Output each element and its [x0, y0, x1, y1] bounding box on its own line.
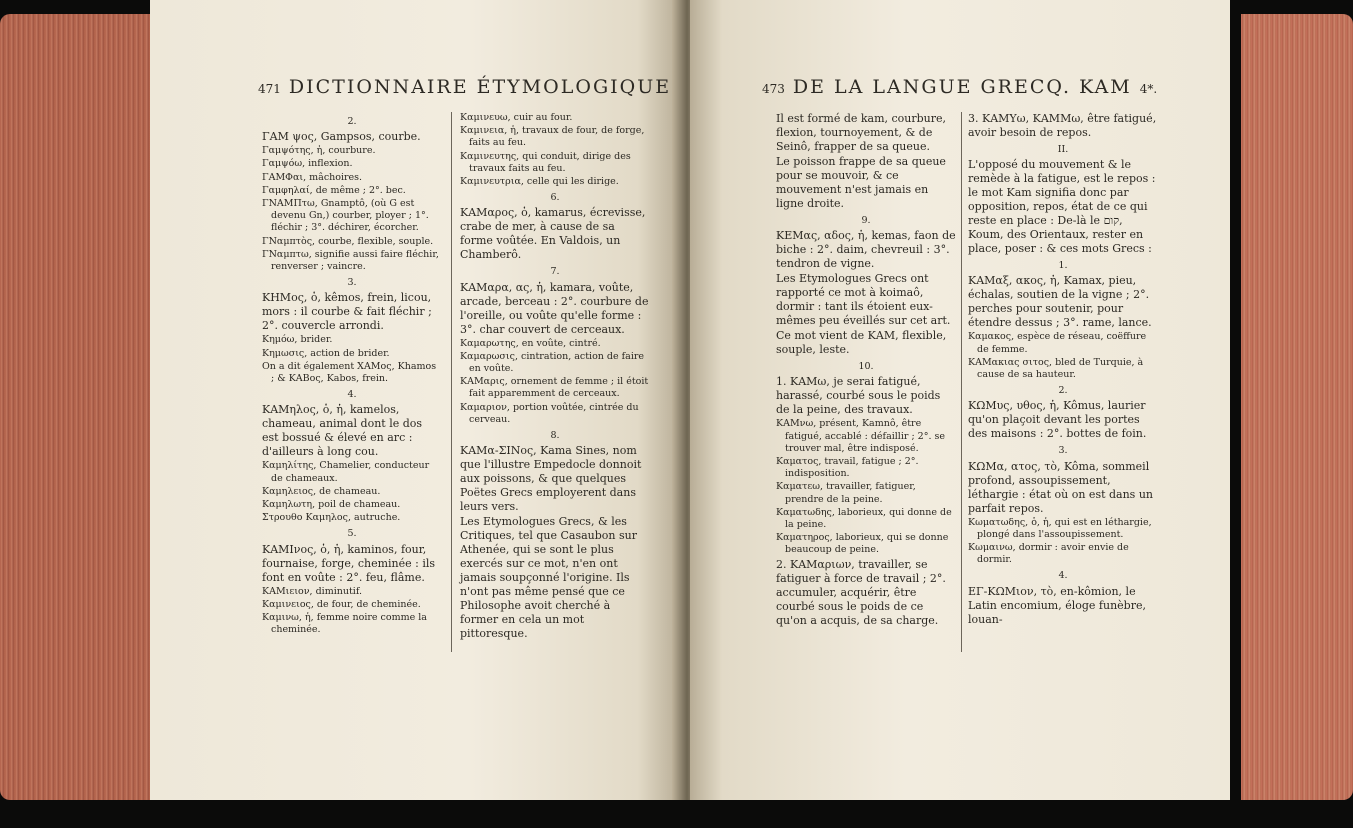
entry-number: 1.	[1058, 260, 1068, 272]
entry-text: ΚΗΜος, ὁ, kêmos, frein, licou, mors : il courbe & fait fléchir ; 2°. couvercle arrondi.	[262, 291, 432, 333]
entry-text: Ce mot vient de ΚΑΜ, flexible, souple, leste.	[776, 329, 947, 357]
entry-text: Καμινευτρια, celle qui les dirige.	[460, 176, 619, 188]
entry-number: 4.	[1058, 570, 1068, 582]
entry-text: Le poisson frappe de sa queue pour se mouvoir, & ce mouvement n'est jamais en ligne droite.	[776, 155, 946, 210]
left-running-head	[258, 76, 702, 98]
entry-text: Καμινευτης, qui conduit, dirige des travaux faits au feu.	[460, 150, 631, 174]
entry-text: Καμηλωτη, poil de chameau.	[262, 499, 401, 511]
entry-text: Κωματωδης, ὁ, ἡ, qui est en léthargie, plongé dans l'assoupissement.	[968, 516, 1152, 540]
entry-number: 9.	[861, 215, 871, 226]
entry-number: 8.	[550, 430, 560, 442]
page-number: 4*.	[1139, 82, 1158, 96]
entry-text: Καμινεια, ἡ, travaux de four, de forge, faits au feu.	[460, 125, 645, 149]
entry-text: ΓΑΜΦαι, mâchoires.	[262, 171, 363, 183]
entry-number: 3.	[347, 277, 357, 289]
entry-text: Κωμαινω, dormir : avoir envie de dormir.	[968, 542, 1129, 566]
entry-text: ΚΑΜαρα, ας, ἡ, kamara, voûte, arcade, berceau : 2°. courbure de l'oreille, ou voûte qu'elle forme : 3°. char couvert de cerceaux.	[460, 280, 649, 336]
entry-text: ΚΩΜυς, υθος, ἡ, Kômus, laurier qu'on plaçoit devant les portes des maisons : 2°. bottes de foin.	[968, 399, 1147, 441]
entry-text: Γαμφηλαί, de même ; 2°. bec.	[262, 184, 406, 196]
entry-number: 2.	[347, 116, 357, 127]
entry-text: ΚΕΜας, αδος, ἡ, kemas, faon de biche : 2°. daim, chevreuil : 3°. tendron de vigne.	[776, 229, 956, 271]
entry-text: Καμινευω, cuir au four.	[460, 112, 573, 123]
entry-text: ΚΑΜαξ, ακος, ἡ, Kamax, pieu, échalas, soutien de la vigne ; 2°. perches pour soutenir, pour étendre dessus ; 3°. rame, lance.	[968, 274, 1152, 330]
page-edges-right	[1241, 14, 1353, 800]
entry-text: Καμινω, ἡ, femme noire comme la cheminée.	[262, 612, 427, 636]
right-page-column-1	[776, 112, 956, 629]
entry-text: Les Etymologues Grecs, & les Critiques, tel que Casaubon sur Athenée, qui se sont le plus exercés sur ce mot, n'en ont jamais soupçonné l'origine. Ils n'ont pas même pensé que ce Philosophe avoit cherché à former en cela un mot pittoresque.	[460, 515, 637, 641]
entry-text: Στρουθο Καμηλος, autruche.	[262, 512, 401, 524]
entry-text: L'opposé du mouvement & le remède à la fatigue, est le repos : le mot Kam signifia donc par opposition, repos, état de ce qui reste en place : De-là le קום, Koum, des Orientaux, rester en place, poser : & ces mots Grecs :	[968, 158, 1156, 256]
entry-text: ΓΑΜ ψος, Gampsos, courbe.	[262, 130, 421, 144]
right-page	[690, 0, 1230, 800]
page-number: 471	[258, 82, 281, 96]
entry-text: ΚΑΜνω, présent, Kamnô, être fatigué, accablé : défaillir ; 2°. se trouver mal, être indisposé.	[776, 418, 945, 454]
entry-number: 6.	[550, 192, 560, 204]
entry-text: ΓΝαμπτὸς, courbe, flexible, souple.	[262, 235, 434, 247]
column-rule	[451, 112, 452, 652]
entry-text: Καμαριον, portion voûtée, cintrée du cerveau.	[460, 401, 639, 425]
page-number: 473	[762, 82, 785, 96]
left-page-column-2	[460, 112, 650, 642]
entry-text: ΚΑΜιειον, diminutif.	[262, 585, 363, 597]
entry-text: Γαμψόω, inflexion.	[262, 158, 353, 170]
entry-text: 2. ΚΑΜαριων, travailler, se fatiguer à force de travail ; 2°. accumuler, acquérir, être courbé sous le poids de ce qu'on a acquis, de sa charge.	[776, 557, 946, 627]
entry-text: Καμηλίτης, Chamelier, conducteur de chameaux.	[262, 460, 430, 484]
entry-number: 5.	[347, 528, 357, 540]
entry-number: 10.	[858, 361, 874, 373]
entry-text: Καμινειος, de four, de cheminée.	[262, 598, 421, 610]
entry-text: Καματος, travail, fatigue ; 2°. indisposition.	[776, 456, 919, 480]
page-edges-left	[0, 14, 170, 800]
entry-number: 7.	[550, 266, 560, 278]
entry-text: Καμακος, espèce de réseau, coëffure de femme.	[968, 331, 1147, 355]
entry-number: 2.	[1058, 385, 1068, 397]
entry-text: Καματωδης, laborieux, qui donne de la peine.	[776, 506, 952, 531]
entry-text: Γαμψότης, ἡ, courbure.	[262, 145, 376, 157]
entry-text: ΕΓ-ΚΩΜιον, τὸ, en-kômion, le Latin encomium, éloge funèbre, louan-	[968, 584, 1146, 626]
entry-text: ΚΑΜα-ΣΙΝος, Kama Sines, nom que l'illustre Empedocle donnoit aux poissons, & que quelques Poëtes Grecs employerent dans leurs vers.	[460, 444, 642, 514]
left-page	[150, 0, 680, 800]
entry-text: ΚΑΜαρος, ὁ, kamarus, écrevisse, crabe de mer, à cause de sa forme voûtée. En Valdois, un Chamberô.	[460, 206, 646, 262]
left-page-column-1	[262, 112, 442, 637]
entry-text: ΚΑΜΙνος, ὁ, ἡ, kaminos, four, fournaise, forge, cheminée : ils font en voûte : 2°. feu, flâme.	[262, 542, 436, 584]
running-head-title: DE LA LANGUE GRECQ. KAM	[792, 76, 1132, 98]
entry-text: On a dit également ΧΑΜος, Khamos ; & ΚΑΒος, Kabos, frein.	[262, 360, 437, 385]
right-running-head	[762, 76, 1157, 98]
entry-text: ΓΝαμπτω, signifie aussi faire fléchir, renverser ; vaincre.	[262, 248, 439, 273]
entry-text: 3. ΚΑΜΥω, ΚΑΜΜω, être fatigué, avoir besoin de repos.	[968, 112, 1157, 139]
entry-text: ΚΑΜηλος, ὁ, ἡ, kamelos, chameau, animal dont le dos est bossué & élevé en arc : d'ailleurs à long cou.	[262, 403, 423, 459]
entry-text: ΚΑΜακιας σιτος, bled de Turquie, à cause de sa hauteur.	[968, 356, 1144, 381]
entry-text: Καμηλειος, de chameau.	[262, 485, 381, 497]
entry-text: Καματεω, travailler, fatiguer, prendre de la peine.	[776, 481, 916, 505]
entry-text: Καματηρος, laborieux, qui se donne beaucoup de peine.	[776, 532, 949, 556]
entry-text: 1. ΚΑΜω, je serai fatigué, harassé, courbé sous le poids de la peine, des travaux.	[776, 375, 941, 417]
entry-number: 4.	[347, 389, 357, 401]
entry-number: 3.	[1058, 445, 1068, 457]
entry-text: Καμαρωτης, en voûte, cintré.	[460, 337, 601, 349]
entry-number: II.	[1057, 144, 1069, 155]
entry-text: Il est formé de kam, courbure, flexion, tournoyement, & de Seinô, frapper de sa queue.	[776, 112, 947, 153]
entry-text: Κημωσις, action de brider.	[262, 347, 390, 359]
entry-text: ΓΝΑΜΠτω, Gnamptô, (où G est devenu Gn,) courber, ployer ; 1°. fléchir ; 3°. déchirer, écorcher.	[262, 198, 429, 234]
entry-text: Κημόω, brider.	[262, 334, 333, 346]
right-page-column-2	[968, 112, 1158, 628]
entry-text: ΚΑΜαρις, ornement de femme ; il étoit fait apparemment de cerceaux.	[460, 376, 649, 400]
entry-text: ΚΩΜα, ατος, τὸ, Kôma, sommeil profond, assoupissement, léthargie : état où on est dans un parfait repos.	[968, 459, 1153, 515]
entry-text: Καμαρωσις, cintration, action de faire en voûte.	[460, 350, 645, 375]
column-rule	[961, 112, 962, 652]
running-head-title: DICTIONNAIRE ÉTYMOLOGIQUE	[288, 76, 672, 98]
entry-text: Les Etymologues Grecs ont rapporté ce mot à koimaô, dormir : tant ils étoient eux-mêmes peu éveillés sur cet art.	[776, 272, 951, 328]
